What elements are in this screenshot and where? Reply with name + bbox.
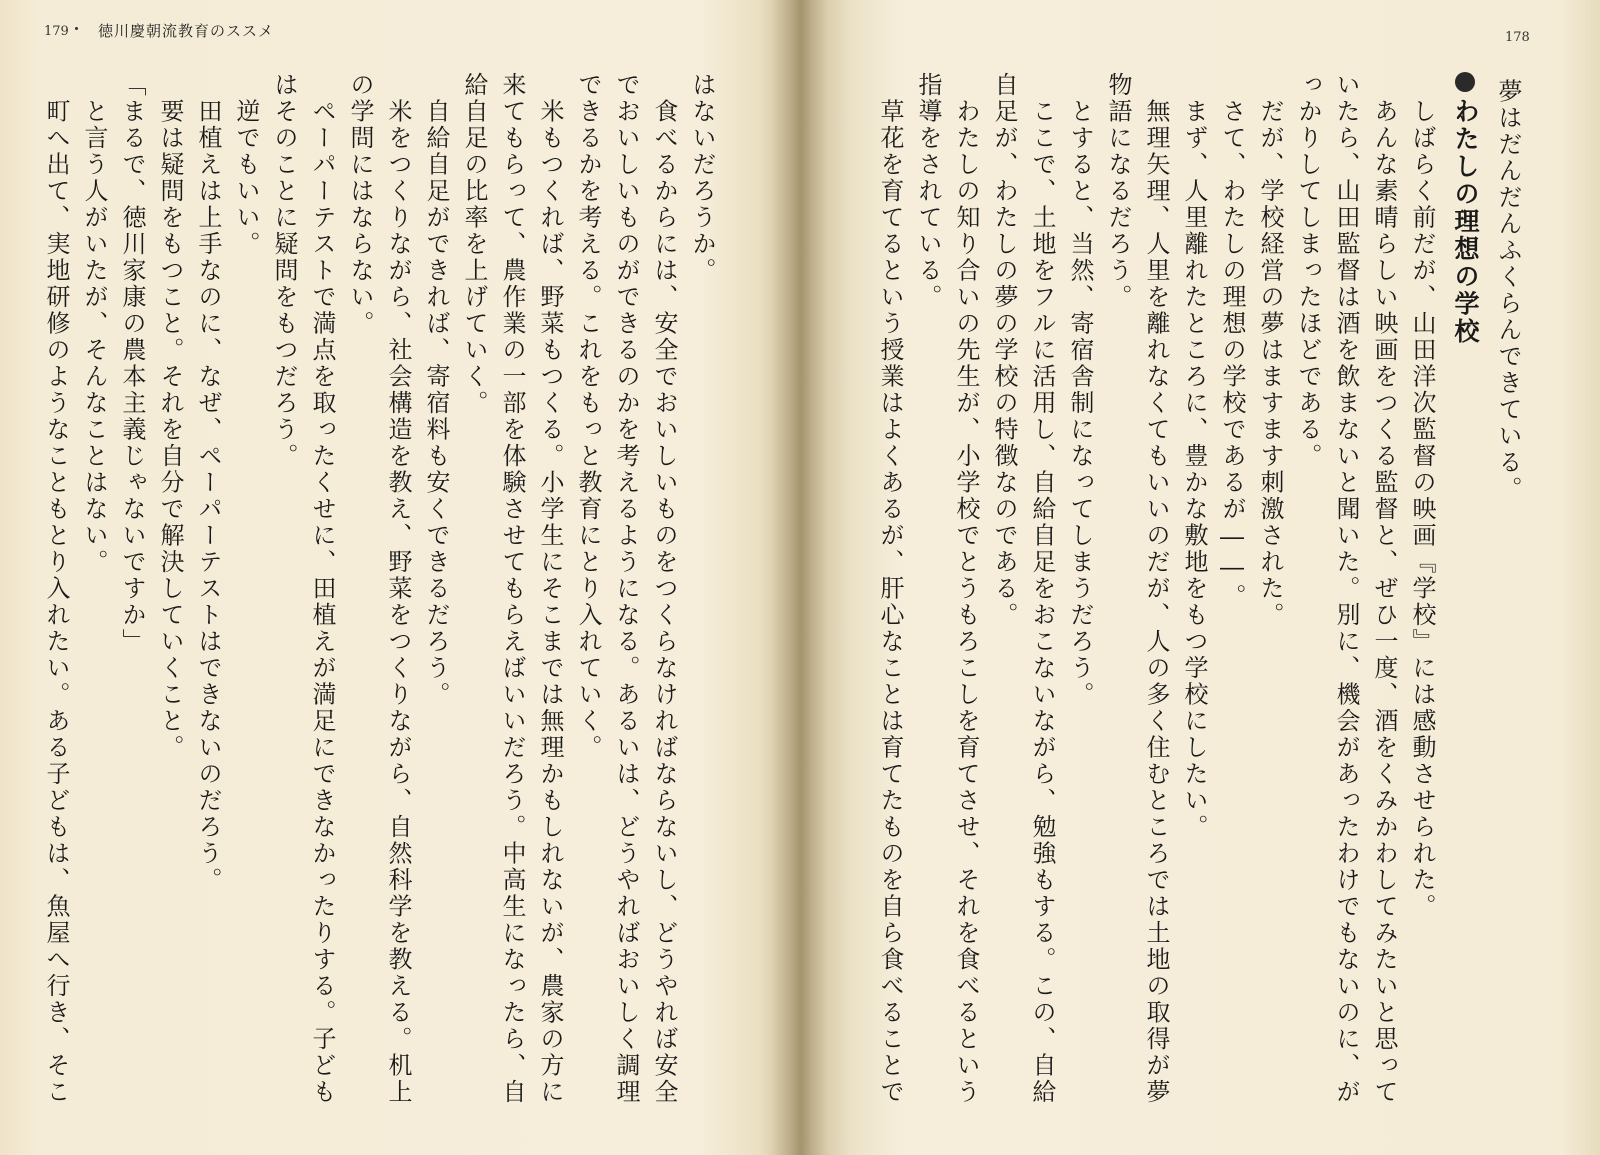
right-page-number: 178: [1505, 30, 1530, 45]
left-line-9: 米をつくりながら、社会構造を教え、野菜をつくりながら、自然科学を教える。机上: [384, 72, 412, 1106]
left-page-number: [44, 24, 88, 39]
left-line-15: 要は疑問をもつこと。それを自分で解決していくこと。: [156, 72, 184, 761]
section-heading-text: わたしの理想の学校: [1451, 98, 1480, 346]
folio-dot-icon: [75, 27, 78, 30]
right-line-6: っかりしてしまったほどである。: [1294, 72, 1322, 470]
right-line-8: さて、わたしの理想の学校であるが――。: [1218, 72, 1246, 610]
right-page: [810, 0, 1600, 1155]
right-line-13: ここで、土地をフルに活用し、自給自足をおこないながら、勉強もする。この、自給: [1028, 72, 1056, 1106]
left-line-2: 食べるからには、安全でおいしいものをつくらなければならないし、どうやれば安全: [650, 72, 678, 1106]
left-line-11: ペーパーテストで満点を取ったくせに、田植えが満足にできなかったりする。子ども: [308, 72, 336, 1106]
left-line-1: はないだろうか。: [688, 72, 716, 284]
right-line-7: だが、学校経営の夢はますます刺激された。: [1256, 72, 1284, 629]
left-line-4: できるかを考える。これをもっと教育にとり入れていく。: [574, 72, 602, 761]
left-line-3: でおいしいものができるのかを考えるようになる。あるいは、どうやればおいしく調理: [612, 72, 640, 1106]
right-line-4: あんな素晴らしい映画をつくる監督と、ぜひ一度、酒をくみかわしてみたいと思って: [1370, 72, 1398, 1106]
left-line-12: はそのことに疑問をもつだろう。: [270, 72, 298, 470]
page-number-179: 179: [44, 24, 69, 39]
heading-bullet-icon: [1455, 72, 1475, 92]
left-line-14: 田植えは上手なのに、なぜ、ペーパーテストはできないのだろう。: [194, 72, 222, 894]
left-line-17: と言う人がいたが、そんなことはない。: [80, 72, 108, 576]
right-line-16: 指導をされている。: [914, 72, 942, 311]
left-line-10: の学問にはならない。: [346, 72, 374, 337]
right-line-11: 物語になるだろう。: [1104, 72, 1132, 311]
left-line-8: 自給自足ができれば、寄宿料も安くできるだろう。: [422, 72, 450, 708]
right-line-10: 無理矢理、人里を離れなくてもいいのだが、人の多く住むところでは土地の取得が夢: [1142, 72, 1170, 1106]
right-line-1: 夢はだんだんふくらんできている。: [1494, 52, 1522, 503]
right-line-14: 自足が、わたしの夢の学校の特徴なのである。: [990, 72, 1018, 629]
left-line-18: 町へ出て、実地研修のようなこともとり入れたい。ある子どもは、魚屋へ行き、そこ: [42, 72, 70, 1106]
running-title: 徳川慶朝流教育のススメ: [98, 22, 275, 40]
section-heading: [1453, 72, 1478, 346]
left-page: [0, 0, 790, 1155]
left-line-6: 来てもらって、農作業の一部を体験させてもらえばいいだろう。中高生になったら、自: [498, 72, 526, 1106]
right-line-3: しばらく前だが、山田洋次監督の映画『学校』には感動させられた。: [1408, 72, 1436, 920]
right-line-17: 草花を育てるという授業はよくあるが、肝心なことは育てたものを自ら食べることで: [876, 72, 904, 1106]
left-line-7: 給自足の比率を上げていく。: [460, 72, 488, 417]
right-line-9: まず、人里離れたところに、豊かな敷地をもつ学校にしたい。: [1180, 72, 1208, 841]
left-line-16: 「まるで、徳川家康の農本主義じゃないですか」: [118, 72, 146, 655]
left-line-5: 米もつくれば、野菜もつくる。小学生にそこまでは無理かもしれないが、農家の方に: [536, 72, 564, 1106]
left-line-13: 逆でもいい。: [232, 72, 260, 258]
right-line-12: とすると、当然、寄宿舎制になってしまうだろう。: [1066, 72, 1094, 708]
right-line-15: わたしの知り合いの先生が、小学校でとうもろこしを育てさせ、それを食べるという: [952, 72, 980, 1106]
right-line-5: いたら、山田監督は酒を飲まないと聞いた。別に、機会があったわけでもないのに、が: [1332, 72, 1360, 1106]
